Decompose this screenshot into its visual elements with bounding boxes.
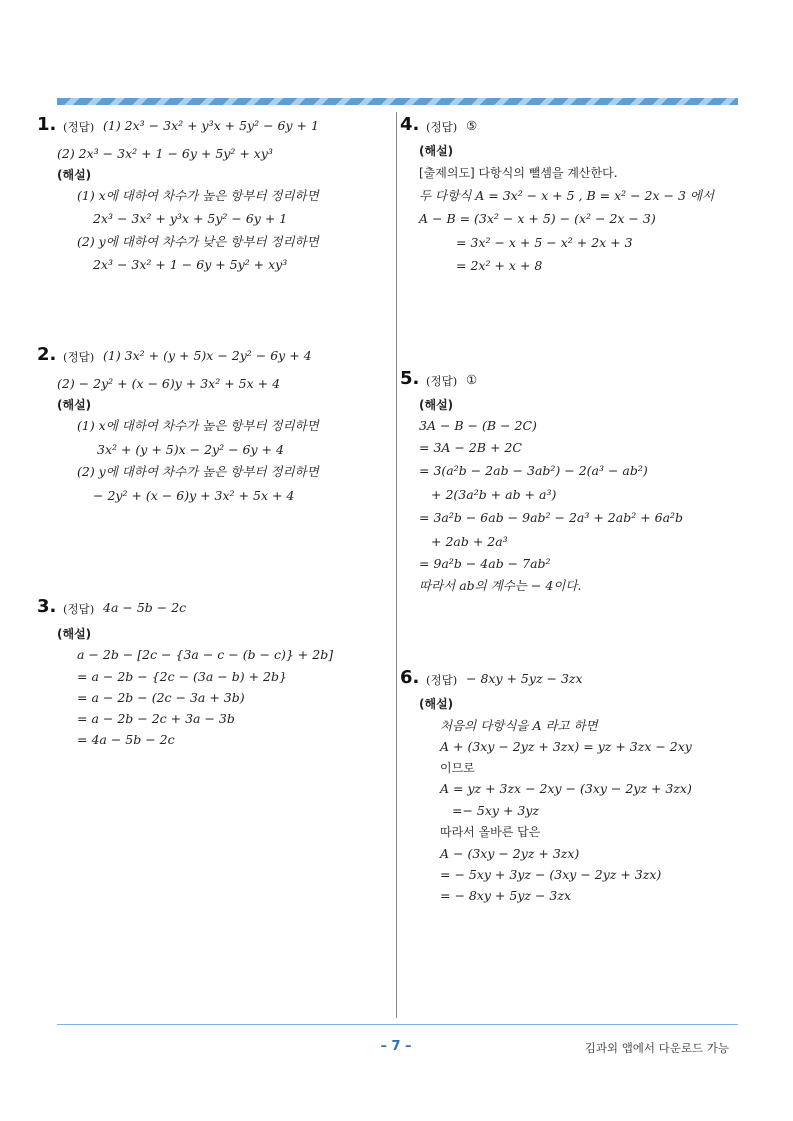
- solution-line: A − (3xy − 2yz + 3zx): [440, 846, 580, 861]
- solution-line: A + (3xy − 2yz + 3zx) = yz + 3zx − 2xy: [440, 739, 692, 754]
- column-divider: [396, 112, 397, 1018]
- page-number: – 7 –: [380, 1039, 412, 1054]
- solution-line: = a − 2b − (2c − 3a + 3b): [77, 690, 245, 705]
- solution-line: = a − 2b − 2c + 3a − 3b: [77, 711, 235, 726]
- problem-number: 3.: [37, 596, 57, 617]
- answer-tag: (정답): [426, 120, 458, 134]
- solution-heading: (해설): [57, 168, 92, 182]
- footer-rule: [57, 1024, 738, 1025]
- solution-heading: (해설): [57, 627, 92, 641]
- problem-number: 6.: [400, 667, 420, 688]
- problem-number: 2.: [37, 344, 57, 365]
- solution-line: [출제의도] 다항식의 뺄셈을 계산한다.: [419, 166, 618, 180]
- solution-line: 2x³ − 3x² + 1 − 6y + 5y² + xy³: [93, 257, 288, 272]
- solution-line: = 3a²b − 6ab − 9ab² − 2a³ + 2ab² + 6a²b: [419, 510, 684, 525]
- answer-line: ⑤: [466, 118, 478, 133]
- solution-line: = 2x² + x + 8: [456, 258, 543, 273]
- solution-line: A − B = (3x² − x + 5) − (x² − 2x − 3): [419, 211, 656, 226]
- answer-tag: (정답): [63, 350, 95, 364]
- solution-heading: (해설): [419, 697, 454, 711]
- solution-line: = 9a²b − 4ab − 7ab²: [419, 556, 551, 571]
- solution-line: (1) x에 대하여 차수가 높은 항부터 정리하면: [77, 188, 319, 203]
- solution-heading: (해설): [419, 144, 454, 158]
- answer-tag: (정답): [426, 673, 458, 687]
- problem-number: 5.: [400, 368, 420, 389]
- solution-line: 두 다항식 A = 3x² − x + 5 , B = x² − 2x − 3 에서: [419, 188, 715, 203]
- solution-line: 처음의 다항식을 A 라고 하면: [440, 718, 598, 733]
- solution-line: A = yz + 3zx − 2xy − (3xy − 2yz + 3zx): [440, 781, 692, 796]
- solution-line: 따라서 ab의 계수는 − 4이다.: [419, 578, 582, 593]
- solution-line: = 4a − 5b − 2c: [77, 732, 175, 747]
- solution-line: a − 2b − [2c − {3a − c − (b − c)} + 2b]: [77, 647, 334, 662]
- solution-line: = − 8xy + 5yz − 3zx: [440, 888, 571, 903]
- solution-line: 3A − B − (B − 2C): [419, 418, 537, 433]
- solution-line: = 3(a²b − 2ab − 3ab²) − 2(a³ − ab²): [419, 463, 648, 478]
- solution-line: 이므로: [440, 761, 475, 775]
- solution-heading: (해설): [419, 398, 454, 412]
- solution-line: 따라서 올바른 답은: [440, 825, 541, 839]
- answer-line: ①: [466, 372, 478, 387]
- solution-line: =− 5xy + 3yz: [452, 803, 540, 818]
- problem-number: 1.: [37, 114, 57, 135]
- solution-line: (2) y에 대하여 차수가 낮은 항부터 정리하면: [77, 234, 319, 249]
- solution-line: 3x² + (y + 5)x − 2y² − 6y + 4: [97, 442, 284, 457]
- answer-tag: (정답): [426, 374, 458, 388]
- solution-line: = − 5xy + 3yz − (3xy − 2yz + 3zx): [440, 867, 662, 882]
- answer-line: − 8xy + 5yz − 3zx: [466, 671, 583, 686]
- solution-line: + 2(3a²b + ab + a³): [431, 487, 557, 502]
- solution-heading: (해설): [57, 398, 92, 412]
- solution-line: − 2y² + (x − 6)y + 3x² + 5x + 4: [93, 488, 295, 503]
- header-stripe: [57, 98, 738, 105]
- answer-line: (1) 2x³ − 3x² + y³x + 5y² − 6y + 1: [103, 118, 319, 133]
- footer-note: 김과외 앱에서 다운로드 가능: [584, 1041, 729, 1055]
- solution-line: (2) y에 대하여 차수가 높은 항부터 정리하면: [77, 464, 319, 479]
- answer-tag: (정답): [63, 602, 95, 616]
- answer-line: (2) − 2y² + (x − 6)y + 3x² + 5x + 4: [57, 376, 281, 391]
- solution-line: + 2ab + 2a³: [431, 534, 508, 549]
- answer-line: (1) 3x² + (y + 5)x − 2y² − 6y + 4: [103, 348, 312, 363]
- answer-line: 4a − 5b − 2c: [103, 600, 187, 615]
- solution-line: = 3x² − x + 5 − x² + 2x + 3: [456, 235, 633, 250]
- solution-line: = 3A − 2B + 2C: [419, 440, 522, 455]
- solution-line: 2x³ − 3x² + y³x + 5y² − 6y + 1: [93, 211, 288, 226]
- solution-line: (1) x에 대하여 차수가 높은 항부터 정리하면: [77, 418, 319, 433]
- solution-line: = a − 2b − {2c − (3a − b) + 2b}: [77, 669, 287, 684]
- answer-tag: (정답): [63, 120, 95, 134]
- problem-number: 4.: [400, 114, 420, 135]
- answer-line: (2) 2x³ − 3x² + 1 − 6y + 5y² + xy³: [57, 146, 273, 161]
